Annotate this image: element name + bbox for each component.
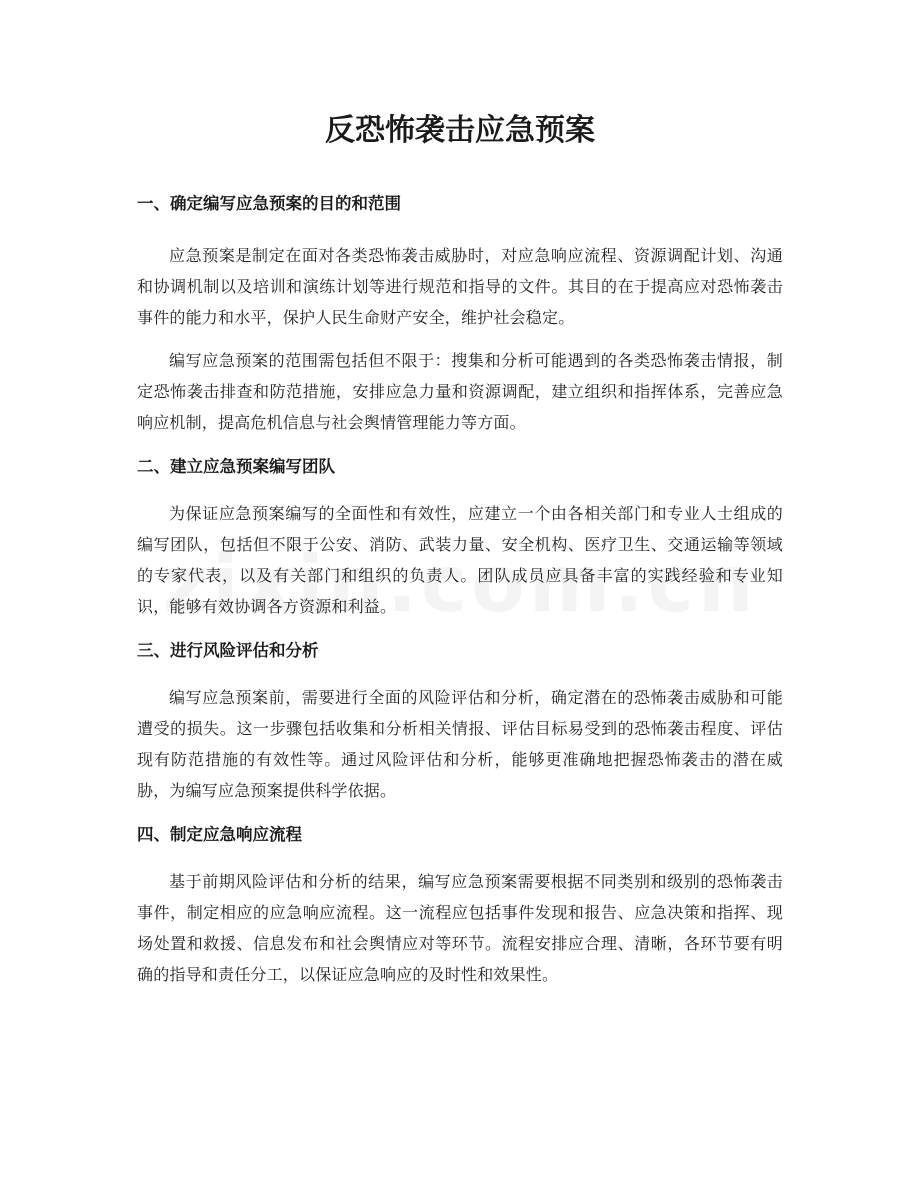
section-heading: 二、建立应急预案编写团队 xyxy=(137,457,335,476)
section-purpose-scope xyxy=(137,190,783,438)
paragraph: 为保证应急预案编写的全面性和有效性，应建立一个由各相关部门和专业人士组成的编写团队，包括但不限于公安、消防、武装力量、安全机构、医疗卫生、交通运输等领域的专家代表，以及有关部门和组织的负责人。团队成员应具备丰富的实践经验和专业知识，能够有效协调各方资源和利益。 xyxy=(137,504,783,616)
section-risk-assessment xyxy=(137,637,783,806)
section-response-process xyxy=(137,821,783,990)
paragraph: 应急预案是制定在面对各类恐怖袭击威胁时，对应急响应流程、资源调配计划、沟通和协调机制以及培训和演练计划等进行规范和指导的文件。其目的在于提高应对恐怖袭击事件的能力和水平，保护人民生命财产安全，维护社会稳定。 xyxy=(137,246,783,327)
section-heading: 三、进行风险评估和分析 xyxy=(137,641,319,660)
paragraph: 编写应急预案前，需要进行全面的风险评估和分析，确定潜在的恐怖袭击威胁和可能遭受的损失。这一步骤包括收集和分析相关情报、评估目标易受到的恐怖袭击程度、评估现有防范措施的有效性等。通过风险评估和分析，能够更准确地把握恐怖袭击的潜在威胁，为编写应急预案提供科学依据。 xyxy=(137,688,783,800)
paragraph: 基于前期风险评估和分析的结果，编写应急预案需要根据不同类别和级别的恐怖袭击事件，制定相应的应急响应流程。这一流程应包括事件发现和报告、应急决策和指挥、现场处置和救援、信息发布和社会舆情应对等环节。流程安排应合理、清晰，各环节要有明确的指导和责任分工，以保证应急响应的及时性和效果性。 xyxy=(137,872,783,984)
section-heading: 一、确定编写应急预案的目的和范围 xyxy=(137,194,401,213)
section-heading: 四、制定应急响应流程 xyxy=(137,825,302,844)
document-title: 反恐怖袭击应急预案 xyxy=(325,113,595,148)
paragraph: 编写应急预案的范围需包括但不限于：搜集和分析可能遇到的各类恐怖袭击情报，制定恐怖袭击排查和防范措施，安排应急力量和资源调配，建立组织和指挥体系，完善应急响应机制，提高危机信息与社会舆情管理能力等方面。 xyxy=(137,351,783,432)
section-team xyxy=(137,453,783,622)
